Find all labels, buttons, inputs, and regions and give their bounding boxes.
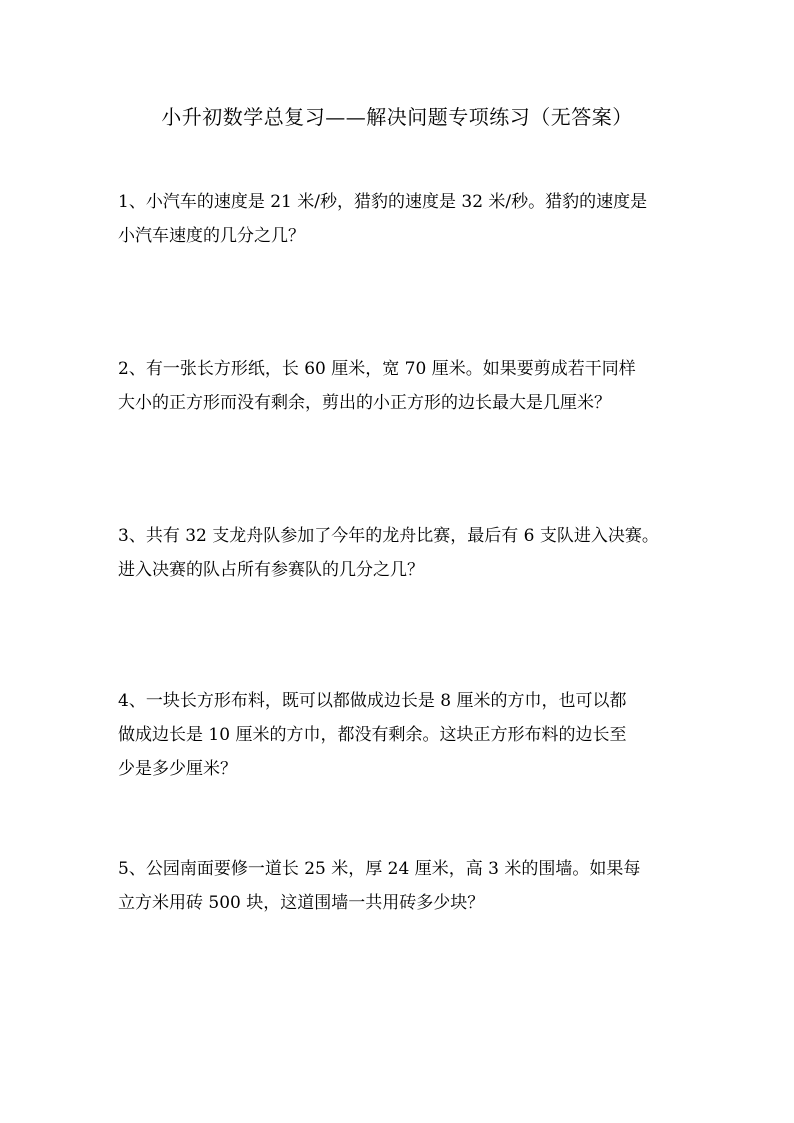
document-title: 小升初数学总复习——解决问题专项练习（无答案）: [161, 105, 633, 129]
question-4-line-1: 4、一块长方形布料，既可以都做成边长是 8 厘米的方巾，也可以都: [118, 691, 627, 711]
question-2-line-1: 2、有一张长方形纸，长 60 厘米，宽 70 厘米。如果要剪成若干同样: [118, 359, 636, 379]
question-1: [118, 185, 678, 253]
question-3-line-1: 3、共有 32 支龙舟队参加了今年的龙舟比赛，最后有 6 支队进入决赛。: [118, 526, 659, 546]
question-1-line-1: 1、小汽车的速度是 21 米/秒，猎豹的速度是 32 米/秒。猎豹的速度是: [118, 192, 648, 212]
question-3-line-2: 进入决赛的队占所有参赛队的几分之几？: [118, 560, 424, 580]
question-4: [118, 684, 678, 786]
question-2-line-2: 大小的正方形而没有剩余，剪出的小正方形的边长最大是几厘米？: [118, 393, 611, 413]
question-4-line-2: 做成边长是 10 厘米的方巾，都没有剩余。这块正方形布料的边长至: [118, 725, 627, 745]
question-2: [118, 352, 678, 420]
question-4-line-3: 少是多少厘米？: [118, 759, 237, 779]
question-5-line-1: 5、公园南面要修一道长 25 米，厚 24 厘米，高 3 米的围墙。如果每: [118, 859, 641, 879]
question-5-line-2: 立方米用砖 500 块，这道围墙一共用砖多少块？: [118, 893, 485, 913]
question-5: [118, 852, 678, 920]
question-1-line-2: 小汽车速度的几分之几？: [118, 226, 305, 246]
question-3: [118, 519, 678, 587]
